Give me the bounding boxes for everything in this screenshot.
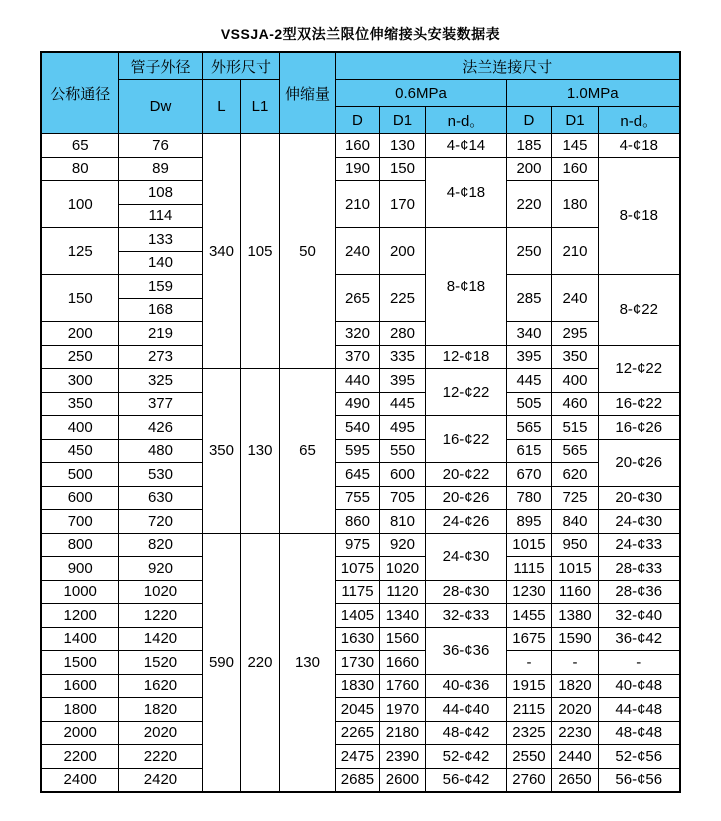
table-cell: 2115 xyxy=(506,698,551,722)
table-cell: 755 xyxy=(335,486,379,510)
table-row xyxy=(41,768,679,792)
table-cell: 200 xyxy=(379,228,425,275)
table-cell: 950 xyxy=(551,533,598,557)
table-cell: 1830 xyxy=(335,674,379,698)
table-cell: 265 xyxy=(335,275,379,322)
table-row xyxy=(41,533,679,557)
table-cell: 4-¢18 xyxy=(598,134,679,158)
table-cell: 350 xyxy=(41,392,118,416)
table-cell: 16-¢22 xyxy=(598,392,679,416)
table-cell: 145 xyxy=(551,134,598,158)
table-cell: 56-¢42 xyxy=(425,768,506,792)
table-row xyxy=(41,228,679,252)
table-cell: 800 xyxy=(41,533,118,557)
header-dw: Dw xyxy=(118,80,202,134)
table-cell: 1600 xyxy=(41,674,118,698)
table-cell: 2440 xyxy=(551,745,598,769)
table-body xyxy=(41,134,679,793)
table-cell: 700 xyxy=(41,510,118,534)
table-row xyxy=(41,416,679,440)
table-cell: 219 xyxy=(118,322,202,346)
table-header xyxy=(41,52,679,134)
table-cell: 1230 xyxy=(506,580,551,604)
header-row-2 xyxy=(41,80,679,107)
table-cell: 590 xyxy=(202,533,240,792)
table-cell: 52-¢42 xyxy=(425,745,506,769)
table-cell: 320 xyxy=(335,322,379,346)
table-cell: 1915 xyxy=(506,674,551,698)
table-cell: 620 xyxy=(551,463,598,487)
table-cell: 2020 xyxy=(551,698,598,722)
table-cell: 920 xyxy=(379,533,425,557)
table-row xyxy=(41,698,679,722)
table-cell: 16-¢22 xyxy=(425,416,506,463)
table-cell: 450 xyxy=(41,439,118,463)
table-cell: 8-¢18 xyxy=(425,228,506,346)
table-cell: 440 xyxy=(335,369,379,393)
table-cell: 460 xyxy=(551,392,598,416)
table-cell: 80 xyxy=(41,157,118,181)
table-cell: 159 xyxy=(118,275,202,299)
header-flange-connection: 法兰连接尺寸 xyxy=(335,52,679,80)
table-cell: 2220 xyxy=(118,745,202,769)
table-cell: 2550 xyxy=(506,745,551,769)
table-cell: 1455 xyxy=(506,604,551,628)
table-cell: 40-¢48 xyxy=(598,674,679,698)
data-table xyxy=(40,51,680,793)
header-row-1 xyxy=(41,52,679,80)
table-cell: 89 xyxy=(118,157,202,181)
table-cell: 1420 xyxy=(118,627,202,651)
table-cell: 2650 xyxy=(551,768,598,792)
table-row xyxy=(41,322,679,346)
table-cell: 44-¢40 xyxy=(425,698,506,722)
table-cell: 56-¢56 xyxy=(598,768,679,792)
table-cell: 530 xyxy=(118,463,202,487)
table-cell: 180 xyxy=(551,181,598,228)
table-cell: 210 xyxy=(551,228,598,275)
table-cell: 1560 xyxy=(379,627,425,651)
table-row xyxy=(41,745,679,769)
table-cell: 1520 xyxy=(118,651,202,675)
table-cell: 1020 xyxy=(379,557,425,581)
table-row xyxy=(41,369,679,393)
table-cell: 48-¢42 xyxy=(425,721,506,745)
table-cell: 395 xyxy=(379,369,425,393)
table-cell: 1015 xyxy=(506,533,551,557)
table-cell: 377 xyxy=(118,392,202,416)
table-cell: 50 xyxy=(279,134,335,369)
table-cell: 900 xyxy=(41,557,118,581)
table-cell: 160 xyxy=(551,157,598,181)
table-cell: 105 xyxy=(240,134,279,369)
table-row xyxy=(41,651,679,675)
table-cell: 1675 xyxy=(506,627,551,651)
table-cell: 350 xyxy=(202,369,240,534)
header-pressure-06mpa: 0.6MPa xyxy=(335,80,506,107)
table-cell: 150 xyxy=(41,275,118,322)
table-cell: 280 xyxy=(379,322,425,346)
table-cell: 76 xyxy=(118,134,202,158)
table-cell: 670 xyxy=(506,463,551,487)
header-06-D: D xyxy=(335,107,379,134)
table-cell: 600 xyxy=(41,486,118,510)
table-row xyxy=(41,557,679,581)
table-row xyxy=(41,345,679,369)
table-cell: 1160 xyxy=(551,580,598,604)
table-cell: 200 xyxy=(506,157,551,181)
table-cell: 550 xyxy=(379,439,425,463)
table-cell: 20-¢26 xyxy=(598,439,679,486)
table-row xyxy=(41,181,679,205)
table-cell: 1075 xyxy=(335,557,379,581)
table-cell: 24-¢33 xyxy=(598,533,679,557)
header-10-nd: n-d。 xyxy=(598,107,679,134)
table-cell: 28-¢36 xyxy=(598,580,679,604)
header-L1: L1 xyxy=(240,80,279,134)
table-cell: 1500 xyxy=(41,651,118,675)
table-cell: 1220 xyxy=(118,604,202,628)
table-cell: 44-¢48 xyxy=(598,698,679,722)
table-cell: 495 xyxy=(379,416,425,440)
table-cell: 168 xyxy=(118,298,202,322)
table-cell: 515 xyxy=(551,416,598,440)
table-cell: 65 xyxy=(279,369,335,534)
table-cell: 100 xyxy=(41,181,118,228)
header-L: L xyxy=(202,80,240,134)
table-cell: 2045 xyxy=(335,698,379,722)
table-cell: 565 xyxy=(506,416,551,440)
table-cell: 240 xyxy=(551,275,598,322)
table-cell: 24-¢26 xyxy=(425,510,506,534)
table-cell: 8-¢22 xyxy=(598,275,679,346)
table-cell: 108 xyxy=(118,181,202,205)
table-row xyxy=(41,721,679,745)
table-cell: 975 xyxy=(335,533,379,557)
table-cell: - xyxy=(551,651,598,675)
table-cell: 350 xyxy=(551,345,598,369)
table-cell: 1820 xyxy=(551,674,598,698)
table-cell: 2420 xyxy=(118,768,202,792)
table-cell: 1590 xyxy=(551,627,598,651)
table-row xyxy=(41,157,679,181)
table-cell: 780 xyxy=(506,486,551,510)
table-cell: 32-¢33 xyxy=(425,604,506,628)
table-row xyxy=(41,134,679,158)
table-cell: 8-¢18 xyxy=(598,157,679,275)
table-cell: 130 xyxy=(379,134,425,158)
table-row xyxy=(41,604,679,628)
table-cell: 705 xyxy=(379,486,425,510)
table-cell: 65 xyxy=(41,134,118,158)
table-cell: 1380 xyxy=(551,604,598,628)
table-cell: 1730 xyxy=(335,651,379,675)
table-cell: 1800 xyxy=(41,698,118,722)
table-cell: 2685 xyxy=(335,768,379,792)
table-cell: 1820 xyxy=(118,698,202,722)
table-cell: 190 xyxy=(335,157,379,181)
table-cell: 1340 xyxy=(379,604,425,628)
header-nominal-diameter: 公称通径 xyxy=(41,52,118,134)
table-cell: 28-¢33 xyxy=(598,557,679,581)
table-cell: 630 xyxy=(118,486,202,510)
table-cell: 445 xyxy=(506,369,551,393)
table-cell: 16-¢26 xyxy=(598,416,679,440)
table-cell: 2390 xyxy=(379,745,425,769)
table-cell: 1015 xyxy=(551,557,598,581)
table-cell: 24-¢30 xyxy=(598,510,679,534)
table-cell: 540 xyxy=(335,416,379,440)
table-cell: 133 xyxy=(118,228,202,252)
table-cell: 250 xyxy=(41,345,118,369)
table-cell: 2180 xyxy=(379,721,425,745)
table-cell: 4-¢14 xyxy=(425,134,506,158)
table-cell: 1630 xyxy=(335,627,379,651)
table-cell: 20-¢26 xyxy=(425,486,506,510)
table-row xyxy=(41,580,679,604)
table-cell: 2000 xyxy=(41,721,118,745)
table-cell: 400 xyxy=(41,416,118,440)
table-cell: 52-¢56 xyxy=(598,745,679,769)
table-cell: 12-¢22 xyxy=(425,369,506,416)
table-cell: 130 xyxy=(240,369,279,534)
table-cell: 500 xyxy=(41,463,118,487)
table-cell: 2760 xyxy=(506,768,551,792)
table-cell: 505 xyxy=(506,392,551,416)
table-row xyxy=(41,486,679,510)
table-cell: 125 xyxy=(41,228,118,275)
table-cell: 240 xyxy=(335,228,379,275)
table-cell: 12-¢18 xyxy=(425,345,506,369)
table-cell: 395 xyxy=(506,345,551,369)
table-row xyxy=(41,674,679,698)
table-cell: 1970 xyxy=(379,698,425,722)
table-cell: 370 xyxy=(335,345,379,369)
table-cell: 170 xyxy=(379,181,425,228)
page-title: VSSJA-2型双法兰限位伸缩接头安装数据表 xyxy=(220,26,501,42)
table-cell: 220 xyxy=(506,181,551,228)
table-row xyxy=(41,439,679,463)
table-cell: 2020 xyxy=(118,721,202,745)
table-cell: 445 xyxy=(379,392,425,416)
table-cell: 1000 xyxy=(41,580,118,604)
table-row xyxy=(41,463,679,487)
table-cell: 285 xyxy=(506,275,551,322)
table-cell: 48-¢48 xyxy=(598,721,679,745)
table-cell: 1620 xyxy=(118,674,202,698)
header-10-D: D xyxy=(506,107,551,134)
table-cell: 20-¢22 xyxy=(425,463,506,487)
header-10-D1: D1 xyxy=(551,107,598,134)
table-cell: 225 xyxy=(379,275,425,322)
table-cell: 820 xyxy=(118,533,202,557)
table-cell: 1115 xyxy=(506,557,551,581)
table-cell: 20-¢30 xyxy=(598,486,679,510)
table-cell: 200 xyxy=(41,322,118,346)
table-cell: 295 xyxy=(551,322,598,346)
table-cell: 2230 xyxy=(551,721,598,745)
header-06-nd: n-d。 xyxy=(425,107,506,134)
table-row xyxy=(41,510,679,534)
table-cell: 140 xyxy=(118,251,202,275)
table-cell: 130 xyxy=(279,533,335,792)
table-cell: 1400 xyxy=(41,627,118,651)
table-row xyxy=(41,275,679,299)
table-cell: 426 xyxy=(118,416,202,440)
table-cell: 36-¢36 xyxy=(425,627,506,674)
table-cell: 400 xyxy=(551,369,598,393)
table-cell: 1760 xyxy=(379,674,425,698)
table-cell: 600 xyxy=(379,463,425,487)
table-cell: 4-¢18 xyxy=(425,157,506,228)
table-cell: 250 xyxy=(506,228,551,275)
header-pipe-outer-diameter: 管子外径 xyxy=(118,52,202,80)
table-cell: 273 xyxy=(118,345,202,369)
table-cell: 185 xyxy=(506,134,551,158)
table-cell: 1120 xyxy=(379,580,425,604)
header-pressure-10mpa: 1.0MPa xyxy=(506,80,679,107)
table-cell: 36-¢42 xyxy=(598,627,679,651)
table-cell: 1405 xyxy=(335,604,379,628)
table-cell: 40-¢36 xyxy=(425,674,506,698)
table-cell: 28-¢30 xyxy=(425,580,506,604)
header-outline-dimensions: 外形尺寸 xyxy=(202,52,279,80)
table-cell: 1200 xyxy=(41,604,118,628)
table-cell: 615 xyxy=(506,439,551,463)
table-cell: 840 xyxy=(551,510,598,534)
table-cell: 1020 xyxy=(118,580,202,604)
table-cell: 340 xyxy=(202,134,240,369)
table-cell: - xyxy=(506,651,551,675)
table-cell: 2265 xyxy=(335,721,379,745)
table-cell: 1175 xyxy=(335,580,379,604)
table-cell: 2325 xyxy=(506,721,551,745)
table-cell: 565 xyxy=(551,439,598,463)
table-cell: 810 xyxy=(379,510,425,534)
table-cell: 220 xyxy=(240,533,279,792)
header-06-D1: D1 xyxy=(379,107,425,134)
table-cell: 24-¢30 xyxy=(425,533,506,580)
table-cell: 645 xyxy=(335,463,379,487)
table-cell: 335 xyxy=(379,345,425,369)
table-cell: 720 xyxy=(118,510,202,534)
table-cell: 2200 xyxy=(41,745,118,769)
table-cell: 160 xyxy=(335,134,379,158)
table-cell: - xyxy=(598,651,679,675)
table-cell: 1660 xyxy=(379,651,425,675)
table-cell: 210 xyxy=(335,181,379,228)
table-cell: 2475 xyxy=(335,745,379,769)
header-expansion-amount: 伸缩量 xyxy=(279,52,335,134)
table-cell: 480 xyxy=(118,439,202,463)
table-cell: 595 xyxy=(335,439,379,463)
table-row xyxy=(41,392,679,416)
table-cell: 340 xyxy=(506,322,551,346)
table-cell: 895 xyxy=(506,510,551,534)
table-cell: 2400 xyxy=(41,768,118,792)
table-cell: 725 xyxy=(551,486,598,510)
table-row xyxy=(41,627,679,651)
table-cell: 300 xyxy=(41,369,118,393)
table-cell: 32-¢40 xyxy=(598,604,679,628)
table-cell: 860 xyxy=(335,510,379,534)
table-cell: 114 xyxy=(118,204,202,228)
table-cell: 490 xyxy=(335,392,379,416)
table-cell: 920 xyxy=(118,557,202,581)
table-cell: 325 xyxy=(118,369,202,393)
table-cell: 2600 xyxy=(379,768,425,792)
table-cell: 150 xyxy=(379,157,425,181)
table-cell: 12-¢22 xyxy=(598,345,679,392)
